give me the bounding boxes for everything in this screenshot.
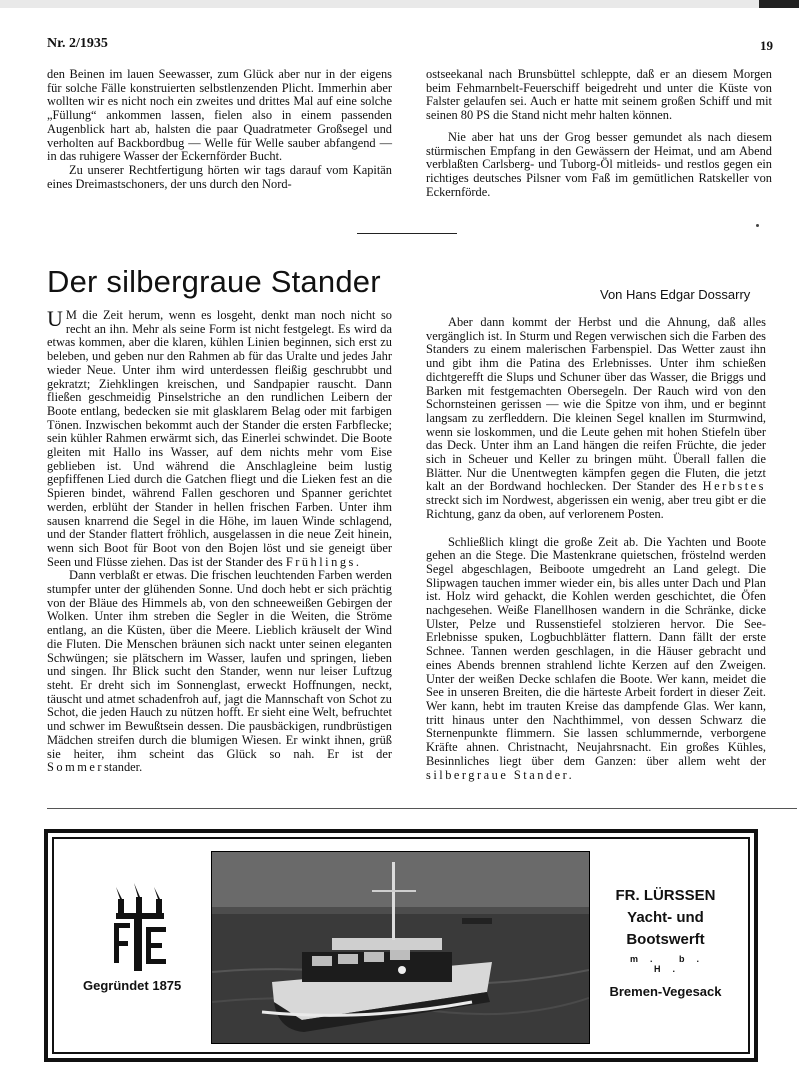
paragraph	[47, 306, 392, 569]
previous-article-left-column	[47, 68, 392, 191]
article-title: Der silbergraue Stander	[47, 264, 381, 299]
motor-yacht-photo	[211, 851, 590, 1044]
emphasis-final: silbergraue Stander.	[426, 767, 575, 782]
paragraph: ostseekanal nach Brunsbüttel schleppte, daß er an diesem Morgen beim Fehmarnbelt-Feuerschiff beigedreht und unter die Küste von Falster gelaufen sei. Auch er hatte mit seinem großen Schiff und mit seinen 80 PS die Stand nicht mehr halten können.	[426, 67, 772, 123]
previous-article-right-column	[426, 68, 772, 199]
emphasis-summer: Sommer	[47, 760, 104, 775]
paragraph	[47, 569, 392, 775]
paragraph-text: streckt sich im Nordwest, abgerissen ein wenig, aber treu gibt er die Richtung, ganz da oben, auf verlorenem Posten.	[426, 493, 766, 521]
shipyard-name	[603, 885, 728, 999]
firm-legal-form: m. b. H.	[629, 954, 711, 974]
paragraph	[426, 316, 766, 522]
paragraph-text: Dann verblaßt er etwas. Die frischen leuchtenden Farben werden stumpfer unter der glühenden Sonne. Und doch hebt er sich prächtig von der Bläue des Himmels ab, von den schneeweißen Gebirgen der Wolken. Unter ihm streben die Segler in die Weiten, die Ströme entlang, an die Küsten, über die Meere. Lieblich kräuselt der Wind die Fluten. Die Menschen bräunen sich nackt unter seinen eleganten Schwüngen; sie plätschern im Wasser, laufen und springen, lieben und singen. Ihr Blick sucht den Stander, wenn nur leiser Luftzug steht. Er dreht sich im Sonnenglast, erweckt Hoffnungen, neckt, täuscht und atmet schadenfroh auf, jagt die Mannschaft von Schot zu Schot, die jeden Hauch zu nützen hofft. Er sieht eine Welt, befruchtet und schwer im Bewußtsein dessen. Die pausbäckigen, rundbrüstigen Mädchen streifen durch die blumigen Wiesen. Er winkt ihnen, grüß sie heiter, ihm scheint das Glück so nah. Er ist der	[47, 568, 392, 761]
scan-top-edge	[0, 0, 799, 8]
paragraph-text: stander.	[104, 760, 143, 775]
trident-logo-icon	[110, 883, 170, 973]
paragraph: Nie aber hat uns der Grog besser gemundet als nach diesem stürmischen Empfang in den Gewässern der Heimat, und am Abend verblaßten Carlsberg- und Tuborg-Öl mitleids- und restlos gegen ein richtiges deutsches Pilsner vom Faß im gemütlichen Ratskeller von Eckernförde.	[426, 129, 772, 199]
firm-name: FR. LÜRSSEN	[615, 887, 716, 904]
emphasis-autumn: Herbstes	[702, 479, 766, 494]
paragraph-text: Schließlich klingt die große Zeit ab. Die Yachten und Boote gehen an die Stege. Die Mastenkrane quietschen, fröstelnd werden Segel abgeschlagen, Beiboote umgedreht an Land gelegt. Die Slipwagen tauchen immer wieder ein, bis alles unter Dach und Plan ist. Holz wird gehackt, die Kohlen werden geschichtet, die Öfen nachgesehen. Weiße Flanellhosen wandern in die Schränke, dicke Ulster, Pelze und Russenstiefel stolzieren hervor. Die See-Erlebnisse spuken, Logbuchblätter flattern. Dann fällt der erste Schnee. Tannen werden geschlagen, in die Häuser gebracht und eines Abends brennen strahlend lichte Kerzen auf den Zweigen. Unter der weißen Decke schlafen die Boote. Wer kann, meidet die See in unseren Breiten, die die härteste Arbeit fordert in dieser Zeit. Wer kann, hebt im trauten Kreise das dampfende Glas. Wer kann, tritt hinaus unter den Nachthimmel, von dessen Schwarz die Sternenpunkte flimmern. Sie lassen schlummernde, verborgene Kräfte ahnen. Christnacht, Neujahrsnacht. Ein großes Kühles, Besinnliches liegt über dem Ganzen: über allem weht der	[426, 534, 766, 768]
firm-line-3: Bootswerft	[626, 931, 705, 948]
drop-cap: U	[47, 306, 63, 331]
paragraph-text: Aber dann kommt der Herbst und die Ahnung, daß alles vergänglich ist. In Sturm und Regen verwischen sich die Farben des Standers zu einem malerischen Farbenspiel. Das Wetter zaust ihn und gibt ihm die Patina des Erlebnisses. Unter ihm schießen dichtgerefft die Slups und Schuner über das Wasser, die Briggs und Barken mit festgemachten Obersegeln. Der Rauch wird von den Schornsteinen gerissen — wie die Spitze von ihm, und er beginnt langsam zu zerfleddern. Die kleinen Segel knallen im Sturmwind, wenn sie loskommen, und die Leute gehen mit hohen Stiefeln über das Deck. Unter ihm an Land hängen die reifen Früchte, die jeder sich in Scheuer und Keller zu bringen müht. Überall fallen die Blätter. Nur die Unentwegten kämpfen gegen die Fluten, die jetzt kalt an der Bordwand hochlecken. Der Stander des	[426, 315, 766, 494]
speck	[756, 224, 759, 227]
paragraph-text: M die Zeit herum, wenn es losgeht, denkt man noch nicht so recht an ihn. Mehr als seine Form ist nicht festgelegt. Es wird da etwas kommen, aber die klaren, kühlen Linien beginnen, sich erst zu beleben, und geben nur den Rahmen ab für das Uralte und jedes Jahr wieder Neue. Unter ihm wird unterdessen fleißig geschrubbt und gekratzt; Ziehklingen kreischen, und Sandpapier rauscht. Dann fließen geschmeidig Pinselstriche an den rundlichen Leibern der Boote entlang, bedecken sie mit glasklarem Belag oder mit farbigen Tönen. Inzwischen bekommt auch der Stander die ersten Farbflecke; sein kühler Rahmen erwärmt sich, das Einerlei schwindet. Die Boote gleiten mit Hallo ins Wasser, auf dem nichts mehr vom Eise geblieben ist. Und während die Anschlagleine beim lustig gepfiffenen Lied durch die Gatchen fliegt und die Lieken fest an die Spieren bindet, während Fallen geschoren und Spanner gerichtet werden, erblüht der Stander in hellen frischen Farben. Unter ihm sausen knarrend die Segel in die Höhe, im lauen Winde schlagend, und der Stander flattert fröhlich, ausgelassen in die neue Zeit hinein, wenn sich Boot für Boot von den Bojen löst und sie geneigt über Seen und Flüsse ziehen. Das ist der Stander des	[47, 308, 392, 569]
page-number: 19	[760, 38, 773, 53]
article-right-column	[426, 316, 766, 782]
paragraph: Zu unserer Rechtfertigung hörten wir tags darauf vom Kapitän eines Dreimastschoners, der uns durch den Nord-	[47, 162, 392, 191]
founded-year: Gegründet 1875	[83, 978, 182, 993]
advertisement-separator	[47, 808, 797, 809]
firm-line-2: Yacht- und	[627, 909, 704, 926]
paragraph: den Beinen im lauen Seewasser, zum Glück aber nur in der eigens für solche Fälle konstruierten selbstlenzenden Plicht. Immerhin aber wollten wir es nicht noch ein zweites und drittes Mal auf eine solche „Füllung“ ankommen lassen, fielen also in einem passenden Augenblick hart ab, halsten die paar Quadratmeter Großsegel und verholten auf Backbordbug — Welle für Welle sauber abfangend — in das ruhigere Wasser der Eckernförder Bucht.	[47, 67, 392, 164]
emphasis-spring: Frühlings.	[285, 554, 362, 569]
article-left-column	[47, 306, 392, 775]
issue-number: Nr. 2/1935	[47, 36, 108, 51]
article-byline: Von Hans Edgar Dossarry	[600, 287, 751, 302]
section-divider	[357, 233, 457, 234]
paragraph	[426, 536, 766, 783]
firm-city: Bremen-Vegesack	[609, 984, 722, 999]
